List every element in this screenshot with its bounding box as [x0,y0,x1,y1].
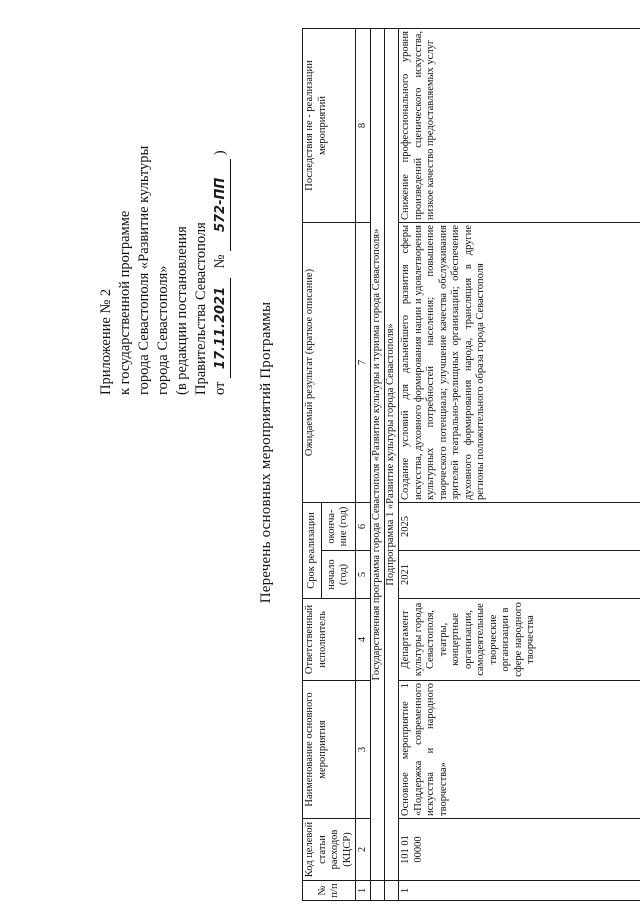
table-row [399,28,640,900]
header-name: Наименование основного мероприятия [303,681,356,819]
measures-table [302,28,640,901]
column-number: 2 [356,819,371,881]
row-result: Создание условий для дальнейшего развития сферы искусства, духовного формирования нации и удовлетворения культурных потребностей населения; повышение творческого потенциала; улучшение качества обслуживания зрителей театрально-зрелищных организаций; обеспечение духовного формирования народа, трансляция в другие регионы положительного образа города Севастополя [399,222,640,502]
column-number: 6 [356,502,371,550]
document-title: Перечень основных мероприятий Программы [258,301,274,604]
column-number: 1 [356,881,371,901]
appendix-line: города Севастополя» [155,265,171,395]
program-row [371,28,385,900]
program-title: Государственная программа города Севастополя «Развитие культуры и туризма города Севастополя» [371,28,385,880]
row-code: 101 01 00000 [399,819,640,881]
column-number: 4 [356,599,371,681]
number-label: № [212,254,228,269]
subprogram-title: Подпрограмма 1 «Развитие культуры города Севастополя» [385,28,399,880]
appendix-date-line [211,15,231,395]
appendix-block [97,15,231,395]
header-term: Срок реализации [303,502,322,598]
appendix-line: Приложение № 2 [98,288,114,395]
header-start: начало (год) [321,551,355,599]
row-consequences: Снижение профессионального уровня произведений сценического искусства, низкое качество предоставляемых услуг [399,28,640,222]
subprogram-row [385,28,399,900]
appendix-line: Правительства Севастополя [193,222,209,395]
from-label: от [212,381,228,395]
row-name: Основное мероприятие 1 «Поддержка современного искусства и народного творчества» [399,681,640,819]
row-executor: Департамент культуры города Севастополя, театры, концертные организации, самодеятельные творческие организации в сфере народного творчества [399,599,640,681]
row-no: 1 [399,881,640,901]
header-end: оконча-ние (год) [321,502,355,550]
header-result: Ожидаемый результат (краткое описание) [303,222,356,502]
column-number: 5 [356,551,371,599]
column-number: 3 [356,681,371,819]
header-consequences: Последствия не - реализации мероприятий [303,28,356,222]
closing-bracket: ) [212,150,228,156]
appendix-line: города Севастополя «Развитие культуры [136,145,152,395]
handwritten-date: 17.11.2021 [213,286,228,370]
column-number: 7 [356,222,371,502]
header-no: № п/п [303,881,356,901]
handwritten-number: 572-ПП [213,177,228,233]
header-row [303,28,322,900]
row-end: 2025 [399,502,640,550]
column-number-row [356,28,371,900]
appendix-line: к государственной программе [117,210,133,395]
header-code: Код целевой статьи расходов (КЦСР) [303,819,356,881]
row-start: 2021 [399,551,640,599]
appendix-line: (в редакции постановления [174,226,190,395]
program-row-blank [371,881,385,901]
header-executor: Ответственный исполнитель [303,599,356,681]
subprogram-row-blank [385,881,399,901]
date-field [211,278,231,378]
number-field [211,159,231,251]
column-number: 8 [356,28,371,222]
